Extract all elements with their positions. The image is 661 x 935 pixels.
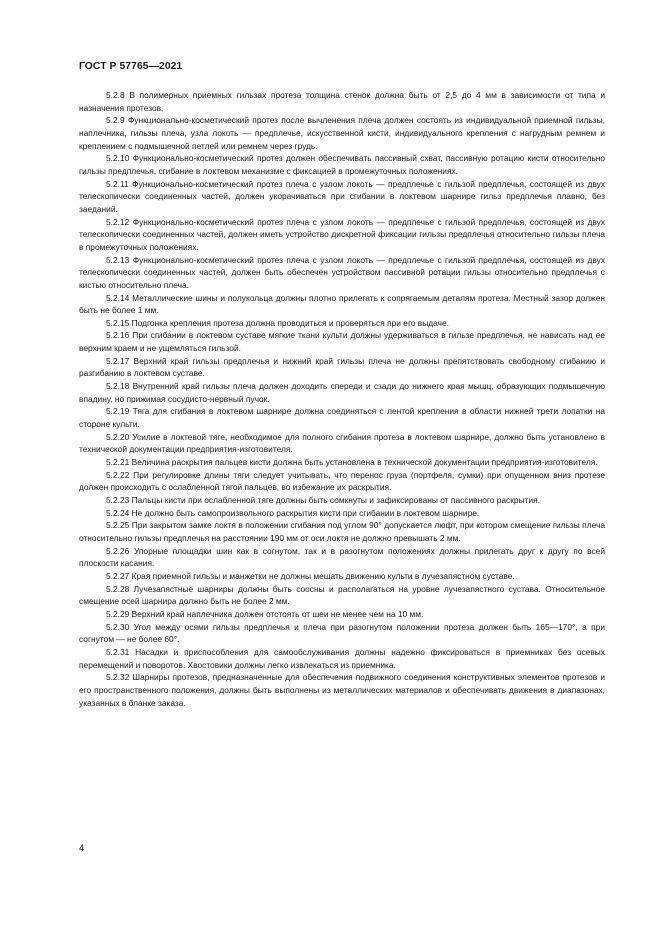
clause-text: Не должно быть самопроизвольного раскрытия кисти при сгибании в локтевом шарнире. — [131, 507, 480, 518]
clause-5-2-23 — [79, 494, 605, 507]
clause-number: 5.2.13 — [106, 254, 130, 265]
clause-number: 5.2.32 — [106, 672, 130, 683]
clause-5-2-29 — [79, 608, 605, 621]
clause-5-2-16 — [79, 329, 605, 354]
clause-text: При сгибании в локтевом суставе мягкие ткани культи должны удерживаться в гильзе предплечья, не нависать над ее верхним краем и не ущемляться гильзой. — [79, 330, 605, 354]
clause-number: 5.2.12 — [106, 216, 130, 227]
clause-5-2-24 — [79, 507, 605, 520]
clause-text: Внутренний край гильзы плеча должен доходить спереди и сзади до нижнего края мышц, образующих подмышечную впадину, но прижимая сосудисто-нервный пучок. — [79, 381, 606, 404]
clause-number: 5.2.31 — [106, 646, 130, 657]
clause-text: В полимерных приемных гильзах протеза толщина стенок должна быть от 2,5 до 4 мм в зависимости от типа и назначения протезов. — [79, 90, 606, 113]
clause-5-2-19 — [79, 405, 605, 430]
clause-text: Функционально-косметический протез плеча с узлом локоть — предплечье с гильзой предплечья, состоящей из двух телескопически соединенных частей, должен укорачиваться при сгибании в локтевом шарнире гильз предплечья плавно, без заеданий. — [79, 178, 606, 214]
page-number: 4 — [79, 843, 85, 854]
clause-number: 5.2.8 — [106, 90, 125, 100]
clause-number: 5.2.29 — [106, 608, 130, 619]
clause-number: 5.2.9 — [106, 115, 125, 126]
clause-5-2-21 — [79, 456, 605, 469]
clause-number: 5.2.28 — [106, 583, 130, 594]
clause-number: 5.2.14 — [106, 292, 130, 303]
clause-text: Металлические шины и полукольца должны плотно прилегать к сопрягаемым деталям протеза. Местный зазор должен быть не более 1 мм. — [79, 292, 605, 316]
clause-5-2-11 — [79, 178, 605, 216]
clause-number: 5.2.21 — [106, 457, 130, 468]
clause-text: Подгонка крепления протеза должна проводиться и проверяться при его выдаче. — [131, 317, 449, 328]
clause-text: Лучезапястные шарниры должны быть соосны и располагаться на уровне лучезапястного сустава. Относительное смещение осей шарнира должно быть не более 2 мм. — [79, 583, 605, 607]
clause-number: 5.2.18 — [106, 381, 130, 392]
clause-number: 5.2.27 — [106, 570, 130, 581]
clause-5-2-13 — [79, 254, 605, 292]
document-body — [79, 89, 605, 709]
clause-5-2-8 — [79, 89, 605, 114]
clause-number: 5.2.26 — [106, 545, 130, 556]
clause-number: 5.2.24 — [106, 507, 130, 518]
clause-5-2-17 — [79, 355, 605, 380]
clause-number: 5.2.11 — [106, 178, 129, 189]
clause-text: Верхний край гильзы предплечья и нижний край гильзы плеча не должны препятствовать свободному сгибанию и разгибанию в локтевом суставе. — [79, 355, 606, 379]
clause-number: 5.2.16 — [106, 330, 130, 341]
clause-text: Верхний край наплечника должен отстоять от шеи не менее чем на 10 мм. — [131, 608, 424, 619]
clause-5-2-14 — [79, 292, 605, 317]
clause-5-2-27 — [79, 570, 605, 583]
clause-5-2-15 — [79, 317, 605, 330]
clause-5-2-12 — [79, 216, 605, 254]
clause-text: Упорные площадки шин как в согнутом, так и в разогнутом положениях должны прилегать друг к другу по всей плоскости касания. — [79, 545, 606, 569]
clause-number: 5.2.20 — [106, 431, 130, 442]
clause-text: При регулировке длины тяги следует учитывать, что перенос груза (портфеля, сумки) при опущенном вниз протезе должен происходить с ослабленной тягой пальцев, во избежание их раскрытия. — [79, 469, 605, 493]
clause-text: Края приемной гильзы и манжетки не должны мешать движению культи в лучезапястном суставе. — [131, 570, 515, 581]
clause-5-2-30 — [79, 621, 605, 646]
clause-5-2-18 — [79, 380, 605, 405]
clause-5-2-26 — [79, 545, 605, 570]
clause-number: 5.2.30 — [106, 621, 130, 632]
clause-number: 5.2.15 — [106, 317, 130, 328]
clause-5-2-20 — [79, 431, 605, 456]
clause-5-2-25 — [79, 519, 605, 544]
clause-text: Величина раскрытия пальцев кисти должна быть установлена в технической документации предприятия-изготовителя. — [131, 457, 598, 468]
clause-number: 5.2.19 — [106, 406, 130, 417]
clause-text: Угол между осями гильзы предплечья и плеча при разогнутом положении протеза должен быть 165—170°, а при согнутом — не более 60°. — [79, 621, 606, 645]
clause-5-2-31 — [79, 646, 605, 671]
clause-number: 5.2.22 — [106, 469, 130, 480]
clause-5-2-32 — [79, 671, 605, 709]
clause-number: 5.2.23 — [106, 495, 130, 505]
clause-5-2-10 — [79, 152, 605, 177]
clause-text: Пальцы кисти при ослабленной тяге должны быть сомкнуты и зафиксированы от пассивного раскрытия. — [131, 495, 540, 505]
clause-number: 5.2.17 — [106, 355, 130, 366]
document-header: ГОСТ Р 57765—2021 — [79, 61, 183, 72]
clause-text: Функционально-косметический протез должен обеспечивать пассивный схват, пассивную ротацию кисти относительно гильзы предплечья, сгибание в локтевом механизме с фиксацией в промежуточных положениях. — [79, 153, 605, 176]
clause-number: 5.2.10 — [106, 153, 130, 164]
clause-5-2-22 — [79, 469, 605, 494]
clause-text: При закрытом замке локтя в положении сгибания под углом 90° допускается люфт, при котором смещение гильзы плеча относительно гильзы предплечья на расстоянии 190 мм от оси локтя не должно превышать 2 мм. — [79, 520, 605, 543]
clause-5-2-28 — [79, 583, 605, 608]
clause-text: Насадки и приспособления для самообслуживания должны надежно фиксироваться в приемниках без осевых перемещений и поворотов. Хвостовики должны легко извлекаться из приемника. — [79, 646, 605, 670]
clause-text: Шарниры протезов, предназначенные для обеспечения подвижного соединения конструктивных элементов протезов и его пространственного положения, должны быть выполнены из металлических материалов и обеспечивать движения в диапазонах, указанных в бланке заказа. — [79, 672, 606, 708]
clause-text: Функционально-косметический протез после вычленения плеча должен состоять из индивидуальной приемной гильзы, наплечника, гильзы плеча, узла локоть — предплечье, искусственной кисти, индивидуального крепления с нагрудным ремнем и креплением с подмышечной петлей или ремнем через грудь. — [79, 115, 605, 151]
clause-number: 5.2.25 — [106, 520, 130, 531]
clause-5-2-9 — [79, 114, 605, 152]
clause-text: Функционально-косметический протез плеча с узлом локоть — предплечье с гильзой предплечья, состоящей из двух телескопически соединенных частей, должен иметь устройство дискретной фиксации гильзы предплечья относительно гильзы плеча в промежуточных положениях. — [79, 216, 606, 252]
clause-text: Функционально-косметический протез плеча с узлом локоть — предплечье с гильзой предплечья, состоящей из двух телескопически соединенных частей, должен быть обеспечен устройством пассивной ротации гильзы относительно предплечья с кистью относительно плеча. — [79, 254, 606, 290]
clause-text: Тяга для сгибания в локтевом шарнире должна соединяться с лентой крепления в области нижней трети лопатки на стороне культи. — [79, 406, 605, 430]
clause-text: Усилие в локтевой тяге, необходимое для полного сгибания протеза в локтевом шарнире, должно быть установлено в технической документации предприятия-изготовителя. — [79, 431, 605, 455]
